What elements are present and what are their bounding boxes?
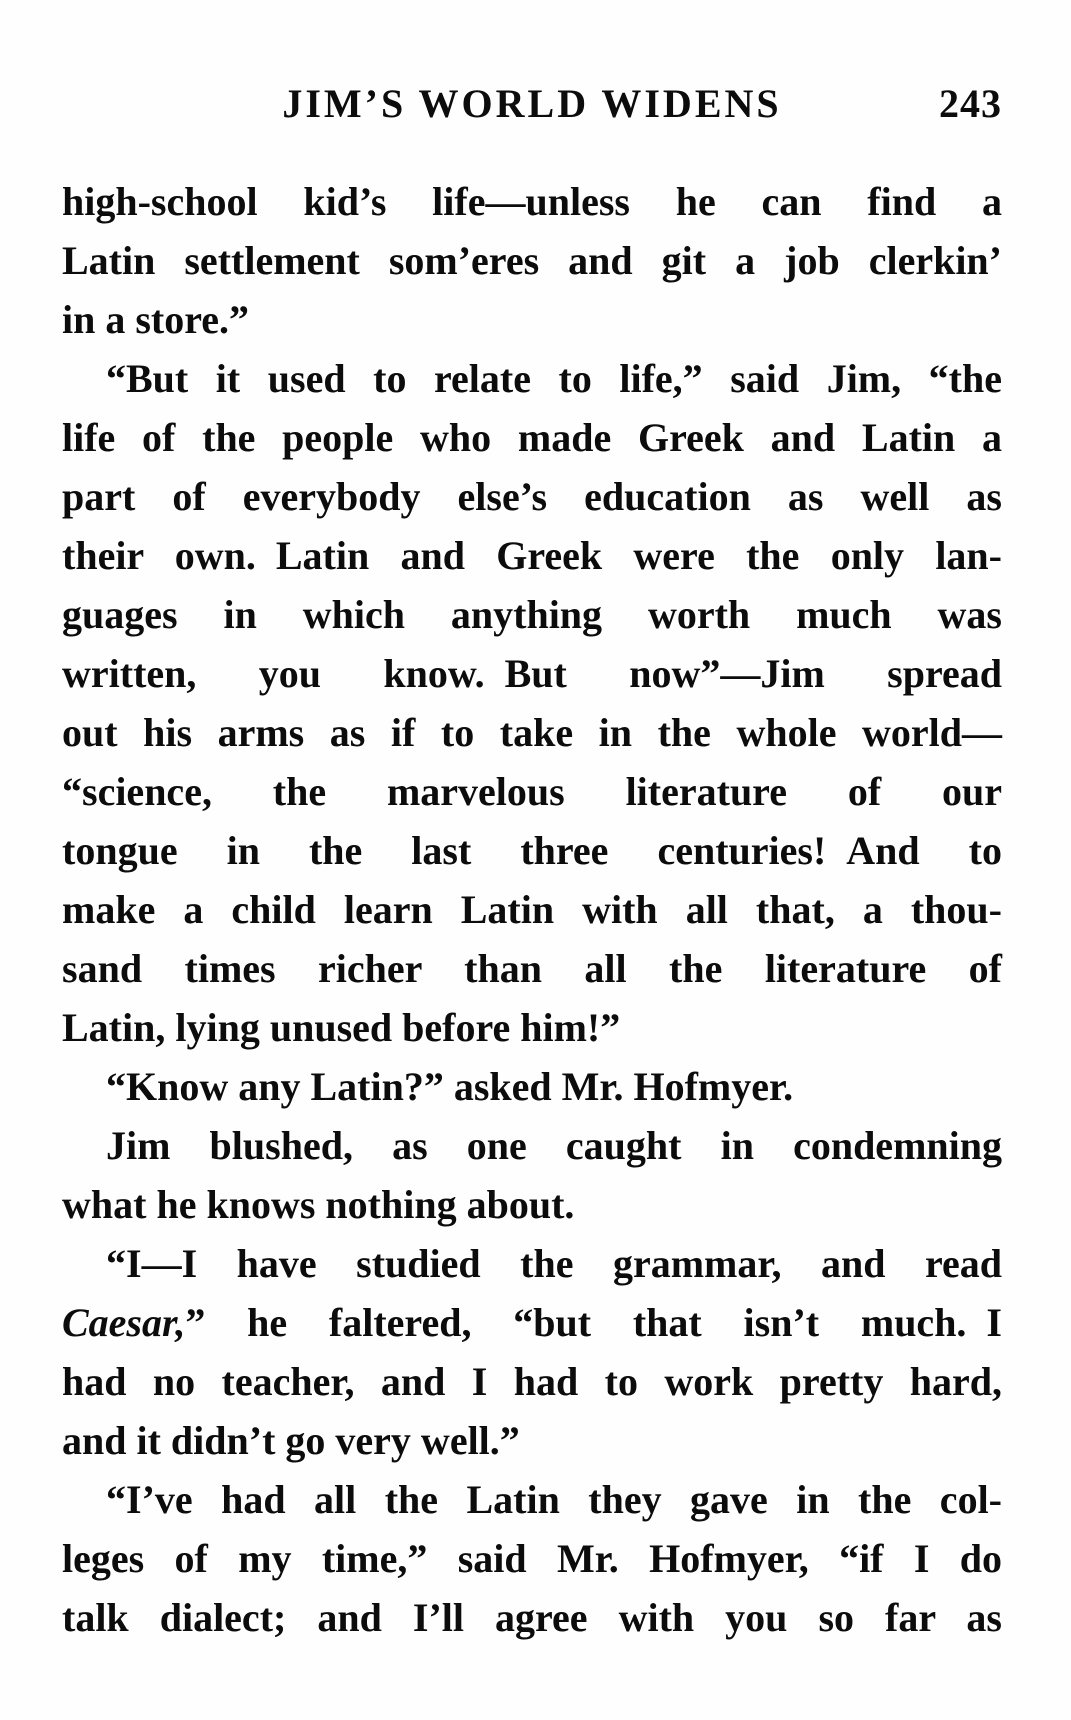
- page-number: 243: [939, 81, 1002, 126]
- text-line: [62, 1529, 1002, 1588]
- line-text: high-school kid’s life—unless he can find a: [62, 179, 1002, 224]
- text-line: [62, 1470, 1002, 1529]
- text-line: [62, 290, 1002, 349]
- text-line: [62, 349, 1002, 408]
- text-line: [62, 821, 1002, 880]
- chapter-title: JIM’S WORLD WIDENS: [282, 81, 782, 126]
- text-line: [62, 1588, 1002, 1647]
- line-text: “I’ve had all the Latin they gave in the col-: [106, 1477, 1002, 1522]
- line-text: Latin, lying unused before him!”: [62, 1005, 621, 1050]
- text-line: [62, 1411, 1002, 1470]
- text-line: [62, 939, 1002, 998]
- line-text: out his arms as if to take in the whole world—: [62, 710, 1002, 755]
- text-line: [62, 1057, 1002, 1116]
- text-line: [62, 1352, 1002, 1411]
- line-text: talk dialect; and I’ll agree with you so far as: [62, 1595, 1002, 1640]
- text-line: [62, 408, 1002, 467]
- paragraph: [62, 1470, 1002, 1647]
- text-line: [62, 467, 1002, 526]
- text-line: [62, 880, 1002, 939]
- line-text: “Know any Latin?” asked Mr. Hofmyer.: [106, 1064, 794, 1109]
- line-text: life of the people who made Greek and Latin a: [62, 415, 1002, 460]
- line-text: “science, the marvelous literature of our: [62, 769, 1002, 814]
- paragraph: [62, 349, 1002, 1057]
- text-line: [62, 1116, 1002, 1175]
- line-text: sand times richer than all the literature of: [62, 946, 1002, 991]
- line-text: had no teacher, and I had to work pretty hard,: [62, 1359, 1002, 1404]
- line-text: part of everybody else’s education as well as: [62, 474, 1002, 519]
- line-text: ” he faltered, “but that isn’t much. I: [185, 1300, 1002, 1345]
- line-text: Latin settlement som’eres and git a job clerkin’: [62, 238, 1002, 283]
- text-line: [62, 998, 1002, 1057]
- line-text: and it didn’t go very well.”: [62, 1418, 520, 1463]
- line-text: what he knows nothing about.: [62, 1182, 575, 1227]
- text-line: [62, 762, 1002, 821]
- text-line: [62, 703, 1002, 762]
- text-line: [62, 1293, 1002, 1352]
- text-line: [62, 231, 1002, 290]
- line-text: guages in which anything worth much was: [62, 592, 1002, 637]
- line-text: their own. Latin and Greek were the only lan-: [62, 533, 1002, 578]
- line-text: Jim blushed, as one caught in condemning: [106, 1123, 1002, 1168]
- line-text: make a child learn Latin with all that, a thou-: [62, 887, 1002, 932]
- line-text: tongue in the last three centuries! And to: [62, 828, 1002, 873]
- line-text: in a store.”: [62, 297, 250, 342]
- line-text: “I—I have studied the grammar, and read: [106, 1241, 1002, 1286]
- paragraph: [62, 1234, 1002, 1470]
- paragraph: [62, 1116, 1002, 1234]
- text-line: [62, 172, 1002, 231]
- line-text: “But it used to relate to life,” said Jim, “the: [106, 356, 1002, 401]
- text-line: [62, 1175, 1002, 1234]
- text-line: [62, 1234, 1002, 1293]
- italic-book-title: Caesar,: [62, 1300, 186, 1345]
- line-text: leges of my time,” said Mr. Hofmyer, “if I do: [62, 1536, 1002, 1581]
- text-line: [62, 526, 1002, 585]
- page-body: [62, 172, 1002, 1647]
- text-line: [62, 644, 1002, 703]
- paragraph: [62, 1057, 1002, 1116]
- line-text: written, you know. But now”—Jim spread: [62, 651, 1002, 696]
- running-header: [62, 80, 1002, 126]
- paragraph: [62, 172, 1002, 349]
- text-line: [62, 585, 1002, 644]
